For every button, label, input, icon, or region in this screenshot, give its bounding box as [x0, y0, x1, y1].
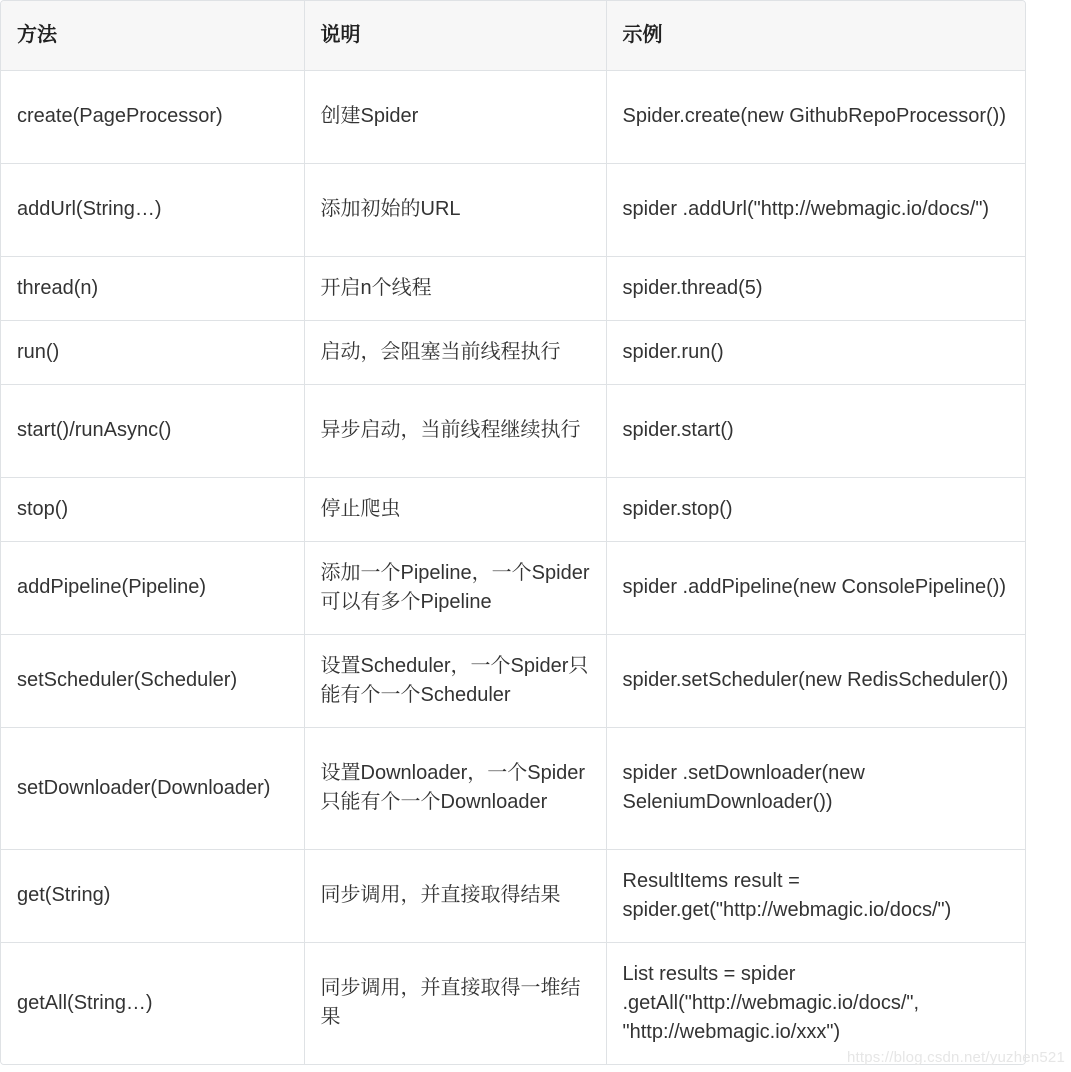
description-cell: 停止爬虫	[304, 477, 606, 541]
example-cell: spider.run()	[606, 320, 1025, 384]
description-cell: 设置Scheduler，一个Spider只能有个一个Scheduler	[304, 634, 606, 727]
header-example: 示例	[606, 1, 1025, 70]
method-cell: start()/runAsync()	[1, 384, 304, 477]
table-row	[1, 320, 1025, 384]
example-cell: ResultItems result = spider.get("http://webmagic.io/docs/")	[606, 849, 1025, 942]
description-cell: 同步调用，并直接取得结果	[304, 849, 606, 942]
table-row	[1, 634, 1025, 727]
table-row	[1, 727, 1025, 849]
method-cell: getAll(String…)	[1, 942, 304, 1064]
method-cell: addUrl(String…)	[1, 163, 304, 256]
example-cell: Spider.create(new GithubRepoProcessor())	[606, 70, 1025, 163]
method-cell: setScheduler(Scheduler)	[1, 634, 304, 727]
description-cell: 添加初始的URL	[304, 163, 606, 256]
example-cell: List results = spider .getAll("http://webmagic.io/docs/", "http://webmagic.io/xxx")	[606, 942, 1025, 1064]
method-cell: thread(n)	[1, 256, 304, 320]
method-cell: stop()	[1, 477, 304, 541]
description-cell: 启动，会阻塞当前线程执行	[304, 320, 606, 384]
example-cell: spider.stop()	[606, 477, 1025, 541]
example-cell: spider .addPipeline(new ConsolePipeline())	[606, 541, 1025, 634]
method-cell: get(String)	[1, 849, 304, 942]
table-row	[1, 541, 1025, 634]
description-cell: 同步调用，并直接取得一堆结果	[304, 942, 606, 1064]
example-cell: spider .addUrl("http://webmagic.io/docs/")	[606, 163, 1025, 256]
description-cell: 添加一个Pipeline，一个Spider可以有多个Pipeline	[304, 541, 606, 634]
header-description: 说明	[304, 1, 606, 70]
table-row	[1, 477, 1025, 541]
description-cell: 设置Downloader，一个Spider只能有个一个Downloader	[304, 727, 606, 849]
example-cell: spider.start()	[606, 384, 1025, 477]
description-cell: 开启n个线程	[304, 256, 606, 320]
methods-table	[1, 1, 1025, 1064]
method-cell: run()	[1, 320, 304, 384]
table-row	[1, 942, 1025, 1064]
table-row	[1, 163, 1025, 256]
table-row	[1, 384, 1025, 477]
example-cell: spider.setScheduler(new RedisScheduler())	[606, 634, 1025, 727]
table-row	[1, 256, 1025, 320]
description-cell: 创建Spider	[304, 70, 606, 163]
watermark-text: https://blog.csdn.net/yuzhen521	[846, 1049, 1065, 1066]
method-cell: create(PageProcessor)	[1, 70, 304, 163]
method-cell: setDownloader(Downloader)	[1, 727, 304, 849]
table-row	[1, 70, 1025, 163]
example-cell: spider .setDownloader(new SeleniumDownloader())	[606, 727, 1025, 849]
example-cell: spider.thread(5)	[606, 256, 1025, 320]
method-cell: addPipeline(Pipeline)	[1, 541, 304, 634]
table-row	[1, 849, 1025, 942]
header-method: 方法	[1, 1, 304, 70]
description-cell: 异步启动，当前线程继续执行	[304, 384, 606, 477]
table-header-row	[1, 1, 1025, 70]
